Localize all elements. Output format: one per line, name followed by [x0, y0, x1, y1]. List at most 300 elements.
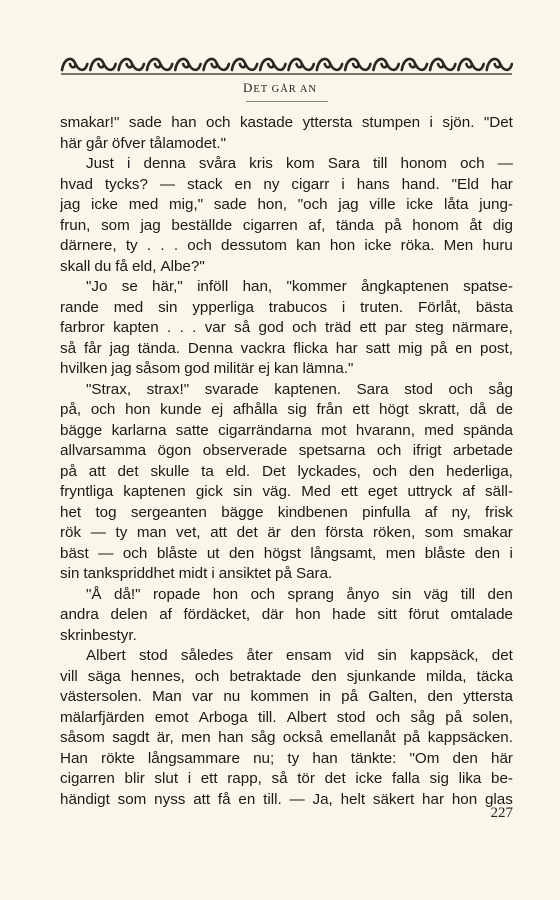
word: "Strax,: [86, 380, 132, 398]
running-head: [0, 80, 560, 96]
word: mig,": [169, 196, 204, 213]
text-line: [60, 154, 513, 175]
word: han,: [242, 278, 273, 295]
word: att: [193, 790, 211, 808]
word: hvarann,: [355, 421, 415, 439]
word: mig: [398, 339, 423, 357]
word: beställde: [171, 216, 233, 234]
word: god: [184, 360, 210, 377]
word: hade: [332, 606, 366, 623]
word: Sara: [327, 155, 360, 172]
word: sin: [158, 298, 178, 316]
word: emot: [154, 708, 189, 726]
word: den: [290, 524, 316, 541]
word: kommen: [250, 688, 309, 705]
word: "Om: [409, 749, 440, 767]
word: post,: [480, 339, 513, 357]
word: där: [261, 606, 284, 623]
word: den: [474, 544, 501, 562]
word: .: [192, 319, 197, 336]
word: nyss: [154, 790, 186, 808]
word: cigarr: [291, 175, 330, 193]
word: långsamt,: [310, 544, 377, 562]
word: ty: [287, 749, 300, 767]
word: då!": [114, 585, 141, 603]
word: ny,: [451, 503, 471, 521]
word: rökte: [101, 749, 135, 767]
word: därnere,: [60, 237, 117, 254]
word: sin: [60, 565, 80, 582]
ornament-scroll-segment: [458, 59, 483, 70]
word: och: [375, 708, 401, 726]
word: och: [194, 667, 220, 685]
text-line: [60, 605, 513, 626]
word: Arboga: [198, 708, 248, 726]
word: hon: [329, 237, 356, 254]
word: säll-: [485, 483, 513, 500]
word: såsom: [60, 729, 105, 746]
word: åter: [246, 647, 273, 664]
word: steg: [415, 319, 444, 336]
word: bägge: [221, 503, 264, 521]
word: tycks?: [104, 175, 148, 193]
word: solen,: [472, 708, 513, 726]
word: med: [128, 196, 159, 213]
word: var: [191, 688, 214, 705]
word: hon: [295, 606, 321, 623]
word: på: [275, 565, 292, 582]
ornament-scroll-segment: [62, 59, 87, 70]
word: förut: [408, 606, 439, 623]
word: den: [427, 688, 453, 705]
word: sagdt: [112, 729, 150, 746]
word: Han: [60, 749, 88, 767]
word: till: [373, 155, 388, 172]
ornament-scroll-segment: [373, 59, 398, 70]
word: händigt: [60, 790, 110, 808]
text-line: [60, 175, 513, 196]
word: trabucos: [268, 298, 328, 316]
word: som: [101, 216, 130, 234]
word: smakar: [463, 524, 513, 541]
word: arbetade: [452, 442, 513, 459]
word: får: [83, 339, 102, 357]
text-line: [60, 421, 513, 442]
word: Sara: [356, 380, 389, 398]
word: "Jo: [86, 278, 108, 295]
word: bägge: [60, 421, 103, 439]
word: flicka: [293, 339, 328, 357]
word: ögon: [157, 442, 192, 459]
text-line: [60, 380, 513, 401]
word: jag: [140, 216, 161, 234]
word: som: [117, 790, 147, 808]
text-line: [60, 687, 513, 708]
word: ty: [125, 237, 138, 254]
word: omtalade: [450, 606, 513, 623]
word: såg: [488, 380, 513, 398]
word: satte: [175, 421, 209, 439]
word: ej: [211, 401, 224, 418]
word: man: [136, 524, 167, 541]
word: i: [211, 565, 215, 582]
word: den: [487, 585, 513, 603]
word: och: [206, 114, 231, 131]
ornament-scroll-segment: [260, 59, 285, 70]
word: dessutom: [221, 237, 287, 254]
word: sin: [391, 585, 412, 603]
word: Denna: [187, 339, 233, 357]
word: högst: [263, 544, 301, 562]
ornament-scroll-segment: [487, 59, 512, 70]
word: kom: [285, 155, 315, 172]
word: rök: [60, 524, 82, 541]
word: sprang: [287, 585, 334, 603]
word: tända.: [137, 339, 181, 357]
word: Just: [86, 155, 114, 172]
ornament-scroll-segment: [345, 59, 370, 70]
word: —: [90, 524, 106, 541]
word: —: [159, 175, 176, 193]
word: såg: [250, 729, 276, 746]
word: med: [113, 298, 144, 316]
word: Albe?": [160, 257, 205, 275]
word: tålamodet.": [149, 134, 226, 152]
word: går: [85, 134, 108, 152]
word: det: [117, 462, 139, 480]
word: svåra: [198, 155, 237, 172]
text-line: [60, 298, 513, 319]
word: tankspriddhet: [83, 565, 175, 582]
word: satt: [365, 339, 391, 357]
word: farbror: [60, 319, 105, 336]
word: ty: [115, 524, 128, 541]
word: och: [250, 585, 276, 603]
word: den: [452, 749, 478, 767]
word: sin: [377, 647, 397, 664]
word: hans: [356, 175, 390, 193]
word: Albert: [86, 647, 126, 664]
word: men: [385, 544, 416, 562]
word: Galten,: [368, 688, 418, 705]
word: är,: [156, 729, 174, 746]
word: lyckades,: [297, 462, 361, 480]
word: sig: [287, 401, 307, 418]
text-line: [60, 216, 513, 237]
word: således: [180, 647, 234, 664]
ornament-scroll-segment: [90, 59, 115, 70]
word: så: [60, 339, 77, 357]
word: i: [509, 544, 513, 562]
word: så: [234, 319, 251, 336]
word: på: [445, 708, 463, 726]
word: huru: [482, 237, 513, 254]
word: jag: [60, 196, 81, 213]
word: som: [424, 524, 454, 541]
word: och: [90, 401, 116, 418]
word: rande: [60, 298, 99, 316]
word: i: [341, 298, 346, 316]
word: stack: [187, 175, 223, 193]
word: ville: [369, 196, 396, 213]
word: säga: [87, 667, 121, 685]
word: ypperliga: [192, 298, 254, 316]
word: en: [455, 339, 473, 357]
text-line: [60, 318, 513, 339]
text-line: [60, 585, 513, 606]
word: vet,: [176, 524, 201, 541]
word: eld.: [225, 462, 251, 480]
word: också: [282, 729, 323, 746]
text-line: [60, 708, 513, 729]
word: i: [187, 770, 192, 787]
text-line: [60, 400, 513, 421]
ornament-scroll-segment: [147, 59, 172, 70]
ornament-scroll-segment: [175, 59, 200, 70]
word: att: [210, 524, 228, 541]
word: tända: [335, 216, 374, 234]
ornament-scroll-segment: [289, 59, 314, 70]
word: smakar!": [60, 114, 120, 131]
word: har: [422, 790, 444, 808]
word: slut: [154, 770, 179, 787]
text-line: [60, 769, 513, 790]
page-number: 227: [490, 805, 513, 821]
word: vid: [344, 647, 365, 664]
text-line: [60, 790, 513, 811]
word: inföll: [197, 278, 229, 295]
word: tänkte:: [350, 749, 397, 767]
word: jung-: [479, 196, 513, 213]
word: honom: [400, 155, 447, 172]
word: en: [238, 790, 256, 808]
word: betraktade: [229, 667, 302, 685]
text-line: [60, 462, 513, 483]
ornament-scroll-segment: [317, 59, 342, 70]
word: men: [181, 729, 211, 746]
word: ej: [258, 360, 270, 377]
text-line: [60, 277, 513, 298]
word: kaptenen.: [274, 380, 341, 398]
text-line: [60, 236, 513, 257]
word: stumpen: [361, 114, 421, 131]
word: bäst: [60, 544, 89, 562]
text-line: [60, 195, 513, 216]
word: högt: [379, 401, 409, 418]
ornament-scroll-segment: [119, 59, 144, 70]
word: på: [384, 216, 402, 234]
word: Förlåt,: [417, 298, 462, 316]
word: andra: [60, 606, 99, 623]
word: yttersta: [463, 688, 513, 705]
word: allvarsamma: [60, 442, 147, 459]
word: dig: [492, 216, 513, 234]
word: såsom: [135, 360, 181, 377]
word: täcka: [476, 667, 513, 685]
text-line: [60, 503, 513, 524]
word: kan: [296, 237, 321, 254]
word: i: [341, 175, 345, 193]
word: han: [312, 749, 338, 767]
word: jag: [111, 360, 132, 377]
word: .: [146, 237, 152, 254]
word: ånyo: [346, 585, 380, 603]
word: sade: [213, 196, 247, 213]
word: vill: [60, 667, 78, 685]
word: och: [372, 462, 398, 480]
word: stod: [336, 708, 366, 726]
word: ett: [359, 319, 377, 336]
word: icke: [355, 770, 383, 787]
word: blir: [124, 770, 145, 787]
word: kappsäcken.: [427, 729, 513, 746]
word: spatse-: [463, 278, 513, 295]
word: Med: [301, 483, 331, 500]
word: stod: [138, 647, 168, 664]
word: blåste: [156, 544, 198, 562]
word: västersolen.: [60, 688, 142, 705]
word: sig: [429, 770, 449, 787]
word: —: [289, 790, 305, 808]
ornament-scroll-segment: [430, 59, 455, 70]
word: så: [271, 770, 288, 787]
word: i: [429, 114, 433, 131]
word: midt: [178, 565, 208, 582]
ornament-scroll-segment: [402, 59, 427, 70]
word: han: [171, 114, 197, 131]
word: vackra: [240, 339, 286, 357]
word: är: [267, 524, 281, 541]
word: par: [384, 319, 407, 336]
word: sitt: [377, 606, 397, 623]
word: låta: [443, 196, 469, 213]
word: eld,: [131, 257, 157, 275]
word: till.: [257, 708, 277, 726]
word: ta: [201, 462, 214, 480]
word: den: [408, 462, 435, 480]
word: "Det: [483, 114, 513, 131]
word: få: [217, 790, 231, 808]
body-text: [60, 113, 513, 810]
word: kapten: [113, 319, 159, 336]
word: delen: [110, 606, 148, 623]
word: sergeanten: [130, 503, 207, 521]
word: hon: [212, 585, 239, 603]
word: af: [159, 606, 172, 623]
word: ansiktet: [218, 565, 272, 582]
word: —: [497, 155, 513, 172]
word: att: [88, 462, 106, 480]
word: afhålla: [232, 401, 278, 418]
word: med: [424, 421, 454, 439]
word: ny: [263, 175, 280, 193]
word: på: [60, 462, 77, 480]
word: hvad: [60, 175, 93, 193]
word: det: [236, 524, 258, 541]
word: väg.: [262, 483, 292, 500]
word: .: [179, 319, 184, 336]
word: närmare,: [452, 319, 513, 336]
word: spända: [463, 421, 513, 439]
word: Men: [443, 237, 474, 254]
word: hennes,: [130, 667, 185, 685]
word: icke: [364, 237, 392, 254]
word: mälarfjärden: [60, 708, 145, 726]
word: karlarna: [111, 421, 167, 439]
word: Albert: [286, 708, 327, 726]
word: nu: [223, 688, 241, 705]
word: hon: [125, 401, 151, 418]
word: ifrigt: [412, 442, 442, 459]
word: gick: [195, 483, 223, 500]
word: svarade: [204, 380, 259, 398]
word: sjunkande: [346, 667, 416, 685]
ornament-scroll-segment: [204, 59, 229, 70]
word: kunde: [160, 401, 202, 418]
word: nu;: [253, 749, 275, 767]
word: observerade: [202, 442, 288, 459]
word: "kommer: [286, 278, 347, 295]
word: har: [490, 175, 513, 193]
text-line: [60, 482, 513, 503]
text-line: [60, 749, 513, 770]
word: åt: [469, 216, 483, 234]
word: och: [460, 155, 485, 172]
word: bästa: [475, 298, 513, 316]
word: truten.: [360, 298, 404, 316]
word: be-: [491, 770, 513, 787]
word: mot: [321, 421, 347, 439]
word: Man: [152, 688, 182, 705]
word: icke: [91, 196, 119, 213]
word: god: [258, 319, 284, 336]
word: ensam: [285, 647, 332, 664]
word: strax!": [146, 380, 190, 398]
word: hederliga,: [446, 462, 513, 480]
running-head-initial: D: [242, 80, 254, 95]
word: af,: [308, 216, 326, 234]
word: milda,: [426, 667, 467, 685]
word: —: [98, 544, 114, 562]
word: i: [127, 155, 131, 172]
word: du: [94, 257, 112, 275]
word: sjön.: [442, 114, 475, 131]
word: hon,: [257, 196, 288, 213]
text-line: [60, 646, 513, 667]
word: och: [448, 380, 473, 398]
word: ut: [206, 544, 220, 562]
word: jag: [338, 196, 359, 213]
word: kastade: [239, 114, 294, 131]
word: och: [376, 442, 402, 459]
word: såg: [410, 708, 435, 726]
word: det: [324, 770, 346, 787]
word: till.: [263, 790, 282, 808]
text-line: [60, 544, 513, 565]
text-line: [60, 113, 513, 134]
word: på: [430, 339, 448, 357]
word: Det: [262, 462, 286, 480]
word: Ja,: [312, 790, 333, 808]
text-line: [60, 441, 513, 462]
word: skulle: [150, 462, 190, 480]
word: kris: [249, 155, 273, 172]
text-line: [60, 667, 513, 688]
word: han: [218, 729, 244, 746]
word: sade: [128, 114, 162, 131]
word: säkert: [372, 790, 415, 808]
word: hand.: [401, 175, 440, 193]
